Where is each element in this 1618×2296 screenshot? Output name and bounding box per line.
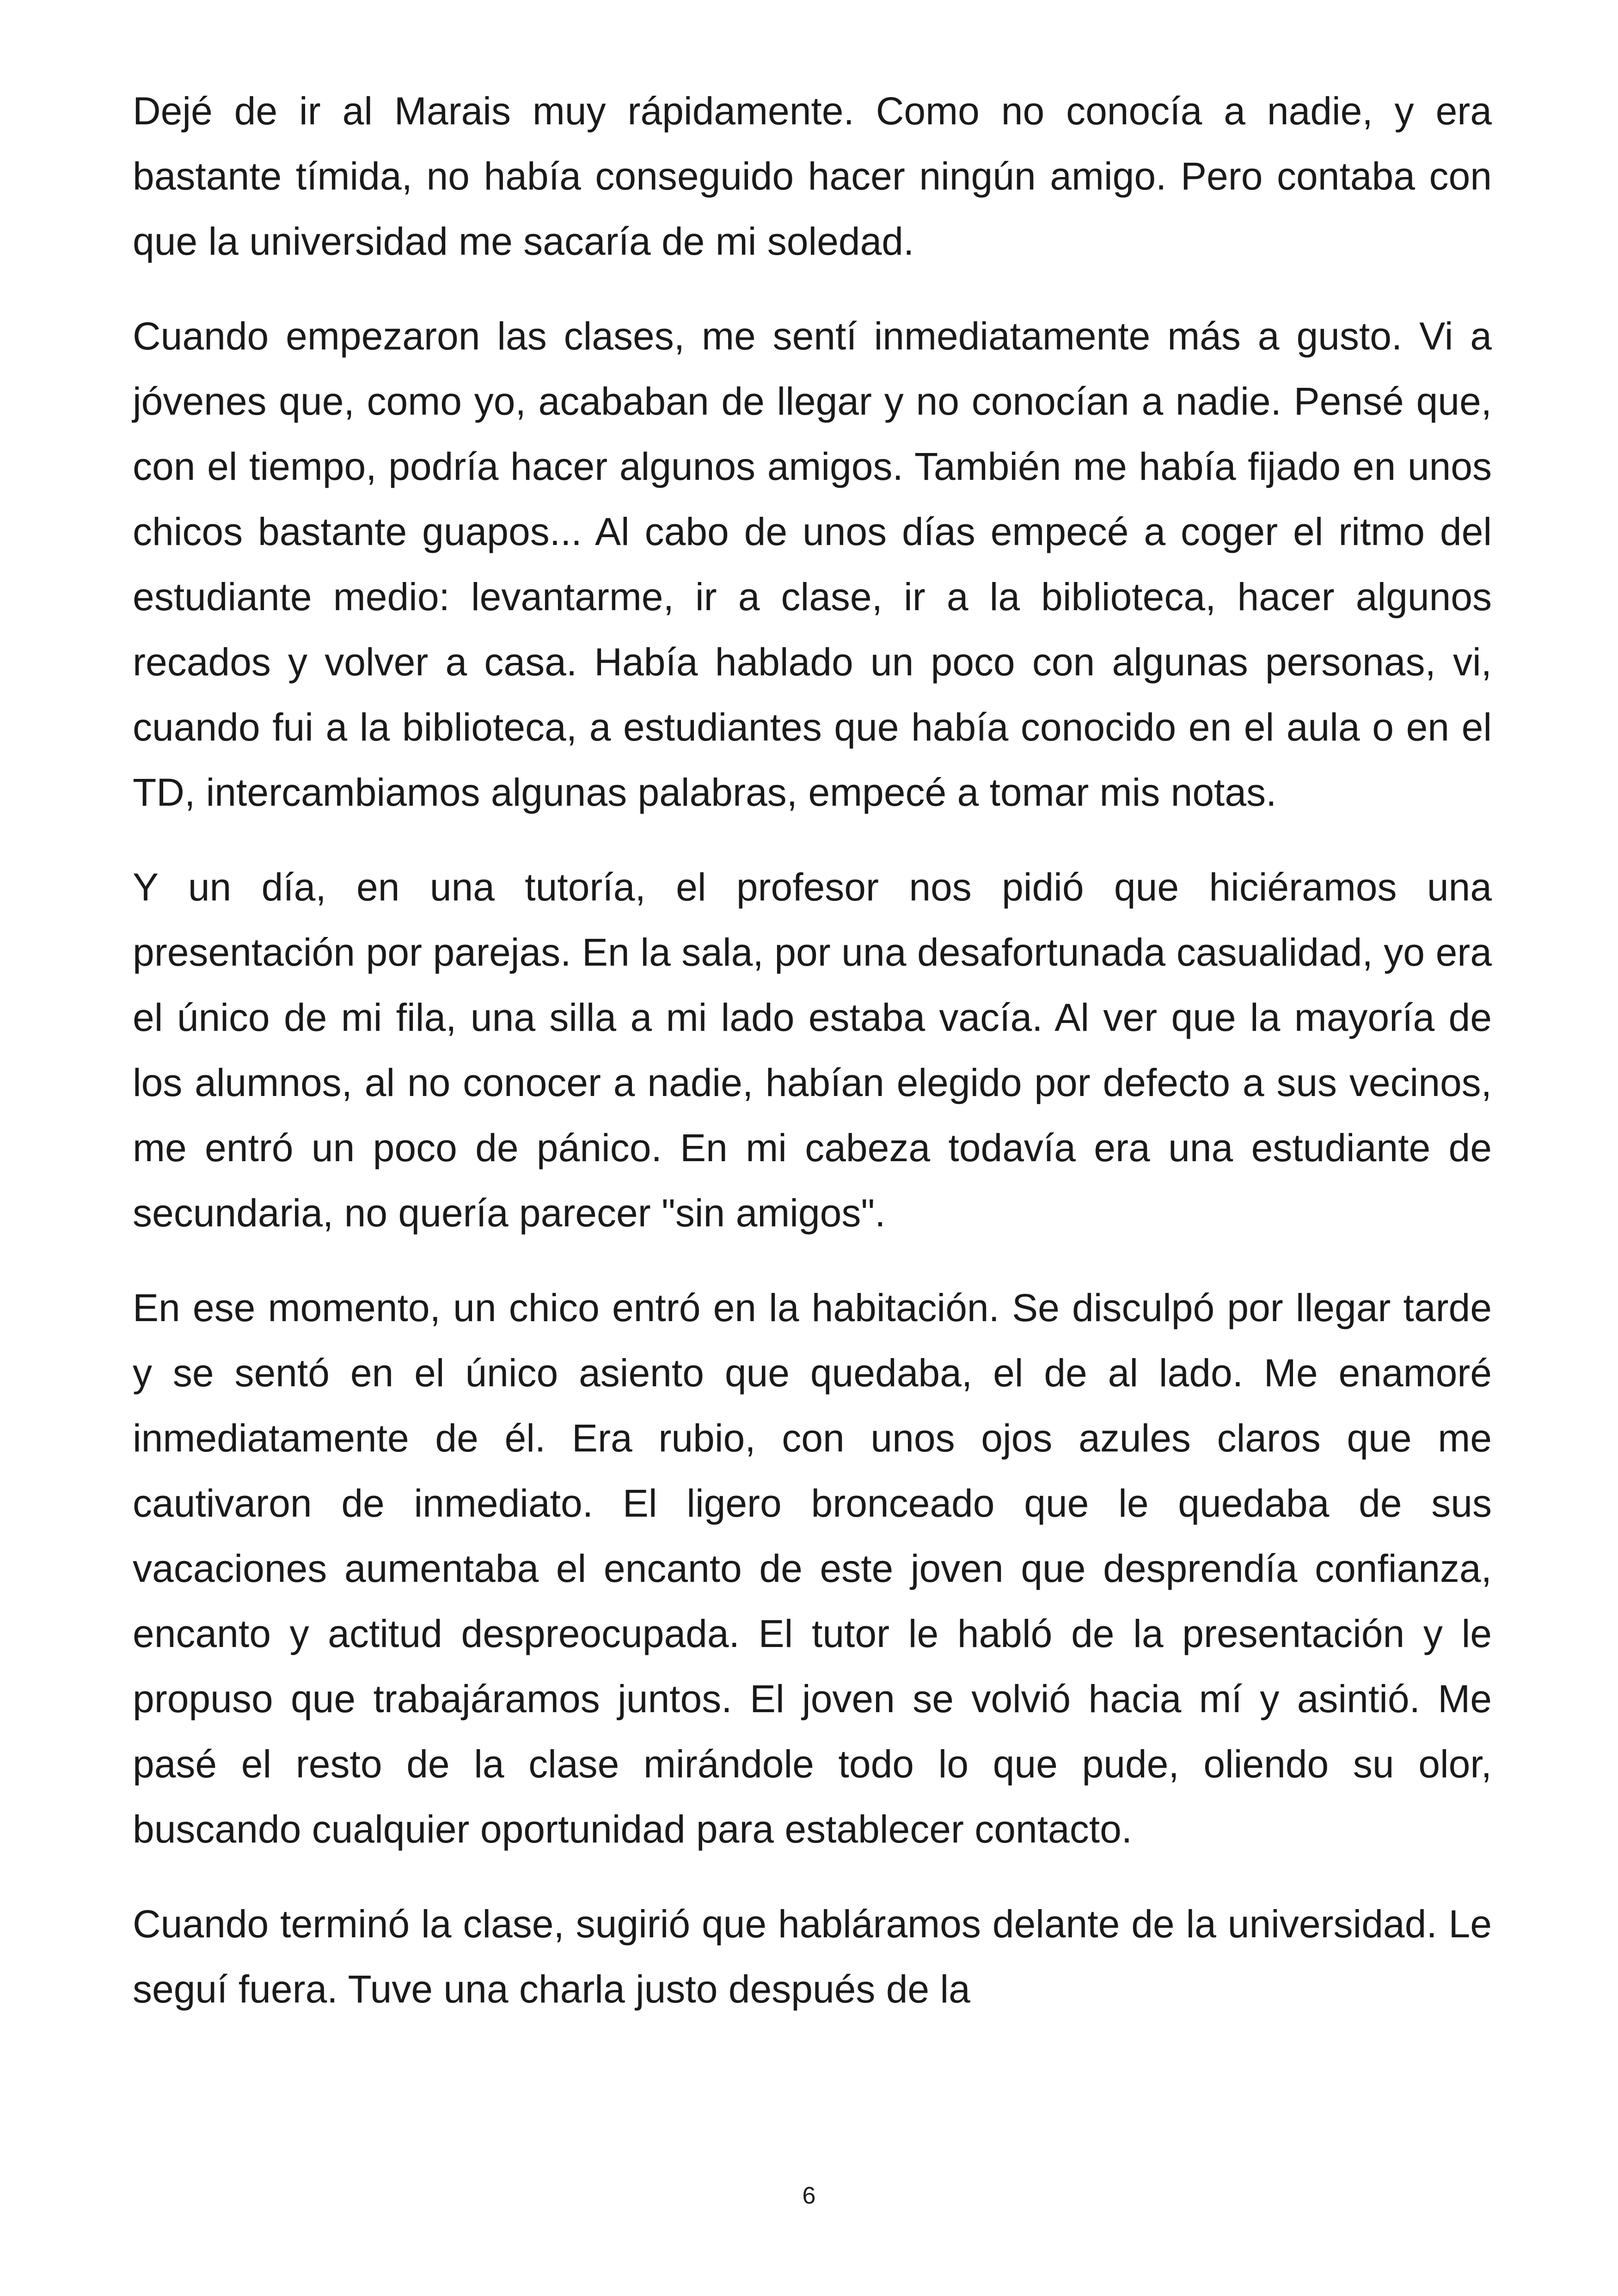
paragraph-3: Y un día, en una tutoría, el profesor nos pidió que hiciéramos una presentación por parejas. En la sala, por una desafortunada casualidad, yo era el único de mi fila, una silla a mi lado estaba vacía. Al ver que la mayoría de los alumnos, al no conocer a nadie, habían elegido por defecto a sus vecinos, me entró un poco de pánico. En mi cabeza todavía era una estudiante de secundaria, no quería parecer "sin amigos".: [133, 865, 1492, 1235]
paragraph-5: Cuando terminó la clase, sugirió que habláramos delante de la universidad. Le seguí fuera. Tuve una charla justo después de la: [133, 1902, 1492, 2011]
body-text: [133, 79, 1492, 2022]
paragraph-1: Dejé de ir al Marais muy rápidamente. Como no conocía a nadie, y era bastante tímida, no había conseguido hacer ningún amigo. Pero contaba con que la universidad me sacaría de mi soledad.: [133, 89, 1492, 263]
paragraph-2: Cuando empezaron las clases, me sentí inmediatamente más a gusto. Vi a jóvenes que, como yo, acababan de llegar y no conocían a nadie. Pensé que, con el tiempo, podría hacer algunos amigos. También me había fijado en unos chicos bastante guapos... Al cabo de unos días empecé a coger el ritmo del estudiante medio: levantarme, ir a clase, ir a la biblioteca, hacer algunos recados y volver a casa. Había hablado un poco con algunas personas, vi, cuando fui a la biblioteca, a estudiantes que había conocido en el aula o en el TD, intercambiamos algunas palabras, empecé a tomar mis notas.: [133, 314, 1492, 814]
paragraph-4: En ese momento, un chico entró en la habitación. Se disculpó por llegar tarde y se sentó en el único asiento que quedaba, el de al lado. Me enamoré inmediatamente de él. Era rubio, con unos ojos azules claros que me cautivaron de inmediato. El ligero bronceado que le quedaba de sus vacaciones aumentaba el encanto de este joven que desprendía confianza, encanto y actitud despreocupada. El tutor le habló de la presentación y le propuso que trabajáramos juntos. El joven se volvió hacia mí y asintió. Me pasé el resto de la clase mirándole todo lo que pude, oliendo su olor, buscando cualquier oportunidad para establecer contacto.: [133, 1286, 1492, 1851]
page-number: 6: [802, 2182, 816, 2209]
